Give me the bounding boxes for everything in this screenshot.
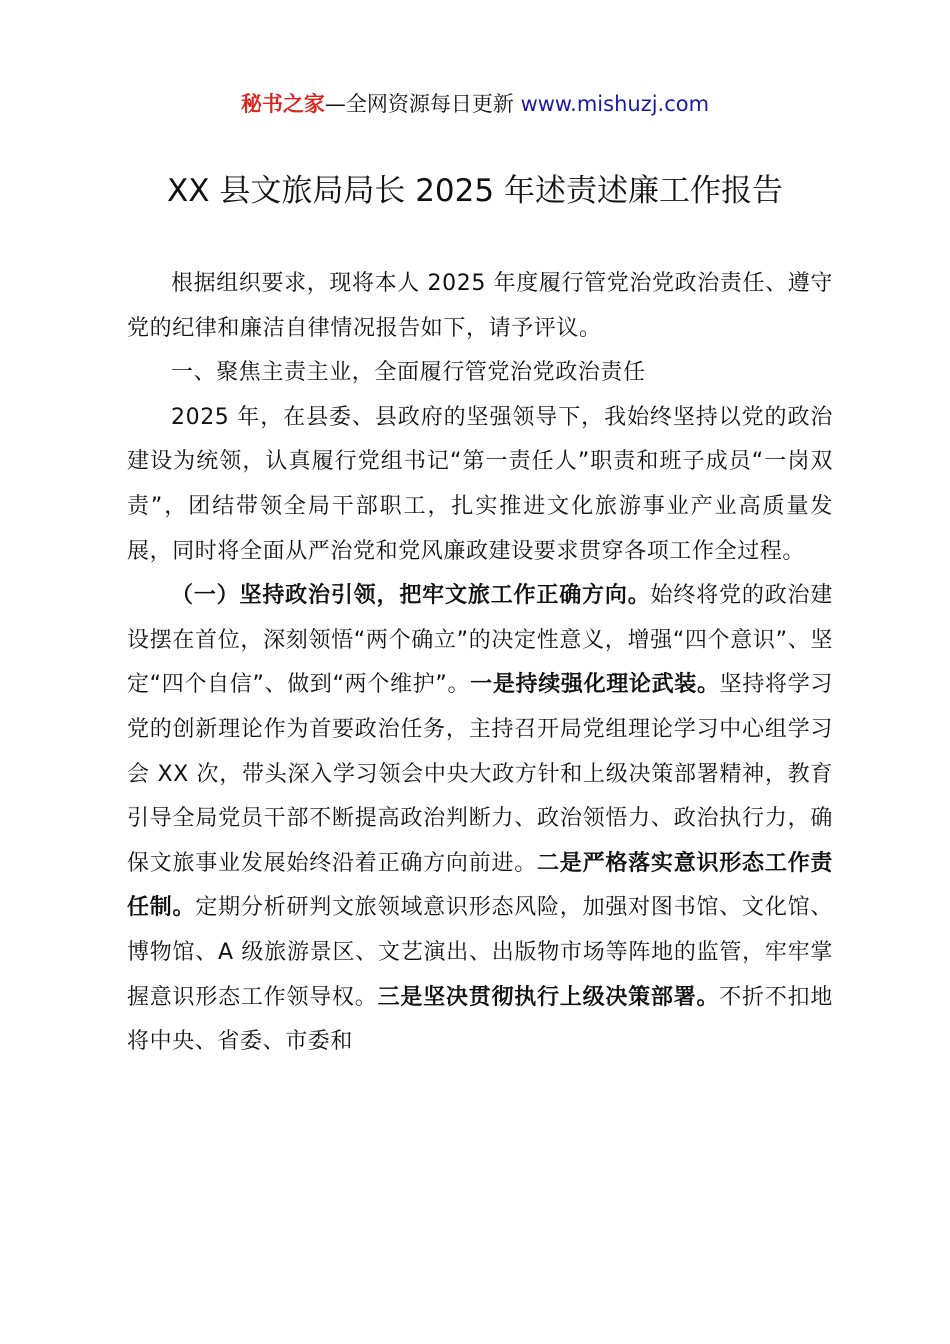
document-title: XX 县文旅局局长 2025 年述责述廉工作报告 bbox=[167, 173, 783, 209]
site-url-link[interactable]: www.mishuzj.com bbox=[520, 92, 710, 116]
site-header bbox=[0, 88, 950, 120]
subsection-text: 始终将党的政治建设摆在首位，深刻领悟“两个确立”的决定性意义，增强“四个意识”、坚定“四个自信”、做到“两个维护”。 bbox=[127, 583, 833, 698]
site-tagline: —全网资源每日更新 bbox=[324, 92, 521, 116]
section-heading: 一、聚焦主责主业，全面履行管党治党政治责任 bbox=[171, 360, 646, 386]
subsection-paragraph bbox=[127, 574, 833, 1065]
point-two-text: 定期分析研判文旅领域意识形态风险，加强对图书馆、文化馆、博物馆、A 级旅游景区、文艺演出、出版物市场等阵地的监管，牢牢掌握意识形态工作领导权。 bbox=[127, 895, 833, 1010]
point-three-heading: 三是坚决贯彻执行上级决策部署。 bbox=[377, 984, 720, 1010]
document-body bbox=[127, 262, 833, 1065]
point-one-text: 坚持将学习党的创新理论作为首要政治任务，主持召开局党组理论学习中心组学习会 XX 次，带头深入学习领会中央大政方针和上级决策部署精神，教育引导全局党员干部不断提高政治判断力、政治领悟力、政治执行力，确保文旅事业发展始终沿着正确方向前进。 bbox=[127, 672, 833, 876]
subsection-heading: （一）坚持政治引领，把牢文旅工作正确方向。 bbox=[171, 583, 651, 609]
section-paragraph: 2025 年，在县委、县政府的坚强领导下，我始终坚持以党的政治建设为统领，认真履行党组书记“第一责任人”职责和班子成员“一岗双责”，团结带领全局干部职工，扎实推进文化旅游事业产业高质量发展，同时将全面从严治党和党风廉政建设要求贯穿各项工作全过程。 bbox=[127, 404, 833, 564]
site-brand: 秘书之家 bbox=[240, 92, 325, 116]
point-two-heading: 二是严格落实意识形态工作责任制。 bbox=[127, 850, 833, 921]
point-three-text: 不折不扣地将中央、省委、市委和 bbox=[127, 984, 833, 1055]
intro-paragraph: 根据组织要求，现将本人 2025 年度履行管党治党政治责任、遵守党的纪律和廉洁自律情况报告如下，请予评议。 bbox=[127, 271, 833, 341]
point-one-heading: 一是持续强化理论武装。 bbox=[470, 672, 720, 698]
